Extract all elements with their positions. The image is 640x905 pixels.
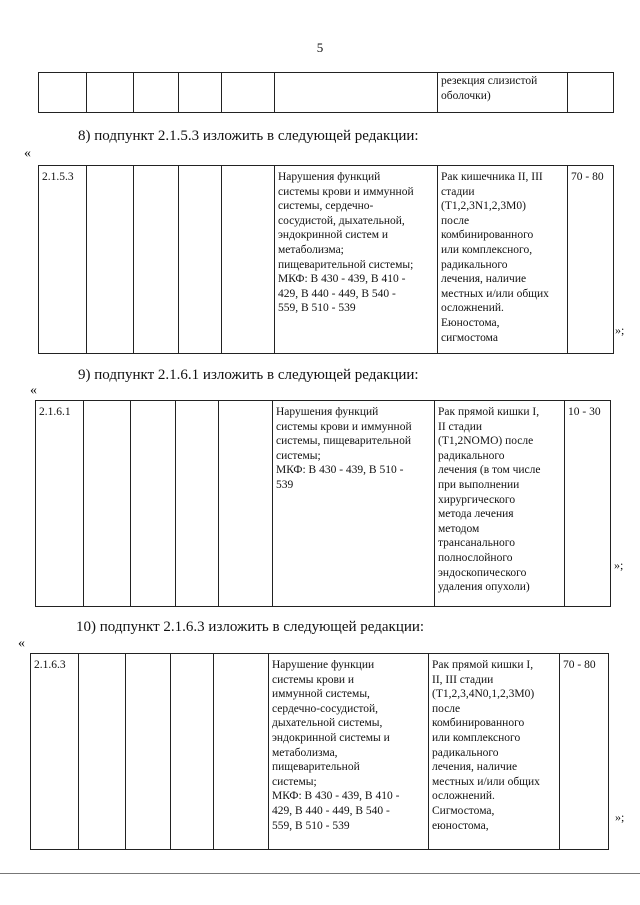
conditions-cell (438, 166, 568, 354)
desc-line: резекция слизистой (441, 75, 538, 87)
text-line: иммунной системы, (272, 688, 370, 701)
conditions-cell (435, 401, 565, 607)
text-line: лечения, наличие (441, 273, 527, 286)
text-line: местных и/или общих (441, 287, 549, 300)
text-line: осложнений. (432, 790, 495, 803)
text-line: методом (438, 522, 480, 535)
text-line: Рак кишечника II, III (441, 171, 543, 183)
text-line: 429, В 440 - 449, В 540 - (278, 287, 396, 300)
code-cell: 2.1.6.3 (31, 654, 79, 850)
text-line: Рак прямой кишки I, (438, 406, 540, 418)
text-line: сосудистой, дыхательной, (278, 214, 405, 227)
cell (214, 654, 269, 850)
cell (179, 73, 222, 113)
text-line: местных и/или общих (432, 775, 540, 788)
close-quote: »; (615, 323, 625, 337)
text-line: пищеварительной (272, 761, 360, 774)
text-line: Нарушения функций (276, 406, 379, 418)
cell (179, 166, 222, 354)
section-table (35, 400, 611, 607)
section-heading: 9) подпункт 2.1.6.1 изложить в следующей редакции: (78, 367, 419, 383)
percent-cell: 70 - 80 (560, 654, 609, 850)
page-number: 5 (316, 40, 324, 55)
open-quote: « (24, 146, 31, 161)
text-line: системы, сердечно- (278, 200, 374, 213)
text-line: полнослойного (438, 551, 513, 564)
text-line: системы, пищеварительной (276, 435, 411, 448)
text-line: сердечно-сосудистой, (272, 702, 379, 715)
text-line: эндоскопического (438, 566, 527, 579)
cell (126, 654, 171, 850)
text-line: или комплексного (432, 731, 521, 744)
text-line: (T1,2NOMO) после (438, 435, 534, 448)
text-line: после (432, 702, 461, 715)
disorders-cell (273, 401, 435, 607)
cell (87, 73, 134, 113)
text-line: после (441, 214, 470, 227)
text-line: метаболизма, (272, 746, 338, 759)
text-line: МКФ: В 430 - 439, В 510 - (276, 464, 404, 477)
code-cell: 2.1.5.3 (39, 166, 87, 354)
section-heading: 8) подпункт 2.1.5.3 изложить в следующей редакции: (78, 128, 419, 144)
text-line: эндокринной системы и (272, 731, 390, 744)
text-line: стадии (441, 185, 475, 198)
text-line: дыхательной системы, (272, 717, 383, 730)
cell (79, 654, 126, 850)
open-quote: « (18, 636, 25, 651)
section-table (38, 165, 614, 354)
cell (87, 166, 134, 354)
text-line: лечения (в том числе (438, 464, 541, 477)
cell (222, 166, 275, 354)
text-line: 559, В 510 - 539 (278, 302, 356, 315)
cell (84, 401, 131, 607)
cell (171, 654, 214, 850)
text-line: осложнений. (441, 302, 504, 315)
text-line: радикального (432, 746, 499, 759)
text-line: при выполнении (438, 478, 520, 491)
text-line: эндокринной систем и (278, 229, 389, 242)
text-line: пищеварительной системы; (278, 258, 414, 271)
cell (568, 73, 614, 113)
cell (176, 401, 219, 607)
close-quote: »; (614, 558, 624, 572)
text-line: МКФ: В 430 - 439, В 410 - (278, 273, 406, 286)
text-line: Рак прямой кишки I, (432, 659, 534, 671)
percent-cell: 70 - 80 (568, 166, 614, 354)
text-line: комбинированного (441, 229, 534, 242)
open-quote: « (30, 383, 37, 398)
cell (134, 73, 179, 113)
text-line: Нарушение функции (272, 659, 375, 671)
cell (222, 73, 275, 113)
text-line: сигмостома (441, 331, 498, 344)
text-line: системы крови и (272, 673, 355, 686)
conditions-cell (429, 654, 560, 850)
text-line: Нарушения функций (278, 171, 381, 183)
cell (275, 73, 438, 113)
section-table (30, 653, 609, 850)
percent-cell: 10 - 30 (565, 401, 611, 607)
close-quote: »; (615, 810, 625, 824)
disorders-cell (275, 166, 438, 354)
text-line: удаления опухоли) (438, 581, 530, 594)
code-cell: 2.1.6.1 (36, 401, 84, 607)
cell (134, 166, 179, 354)
text-line: метаболизма; (278, 243, 344, 256)
disorders-cell (269, 654, 429, 850)
text-line: 559, В 510 - 539 (272, 819, 350, 832)
section-heading: 10) подпункт 2.1.6.3 изложить в следующей редакции: (76, 619, 425, 635)
text-line: метода лечения (438, 508, 514, 521)
text-line: МКФ: В 430 - 439, В 410 - (272, 790, 400, 803)
text-line: II, III стадии (432, 673, 494, 686)
text-line: 429, В 440 - 449, В 540 - (272, 804, 390, 817)
top-table (38, 72, 614, 113)
text-line: системы; (276, 449, 321, 462)
text-line: системы крови и иммунной (276, 420, 412, 433)
text-line: радикального (438, 449, 505, 462)
text-line: системы крови и иммунной (278, 185, 414, 198)
text-line: (T1,2,3,4N0,1,2,3M0) (432, 688, 535, 701)
cell (39, 73, 87, 113)
text-line: 539 (276, 478, 294, 491)
text-line: лечения, наличие (432, 761, 518, 774)
cell (219, 401, 273, 607)
text-line: системы; (272, 775, 317, 788)
text-line: комбинированного (432, 717, 525, 730)
text-line: хирургического (438, 493, 516, 506)
desc-line: оболочки) (441, 89, 491, 102)
text-line: радикального (441, 258, 508, 271)
text-line: II стадии (438, 420, 483, 433)
desc-cell (438, 73, 568, 113)
page-bottom-divider (0, 873, 640, 874)
text-line: Сигмостома, (432, 804, 495, 817)
text-line: Еюностома, (441, 316, 500, 329)
text-line: или комплексного, (441, 243, 533, 256)
text-line: еюностома, (432, 819, 489, 832)
cell (131, 401, 176, 607)
text-line: трансанального (438, 537, 515, 550)
text-line: (T1,2,3N1,2,3M0) (441, 200, 526, 213)
